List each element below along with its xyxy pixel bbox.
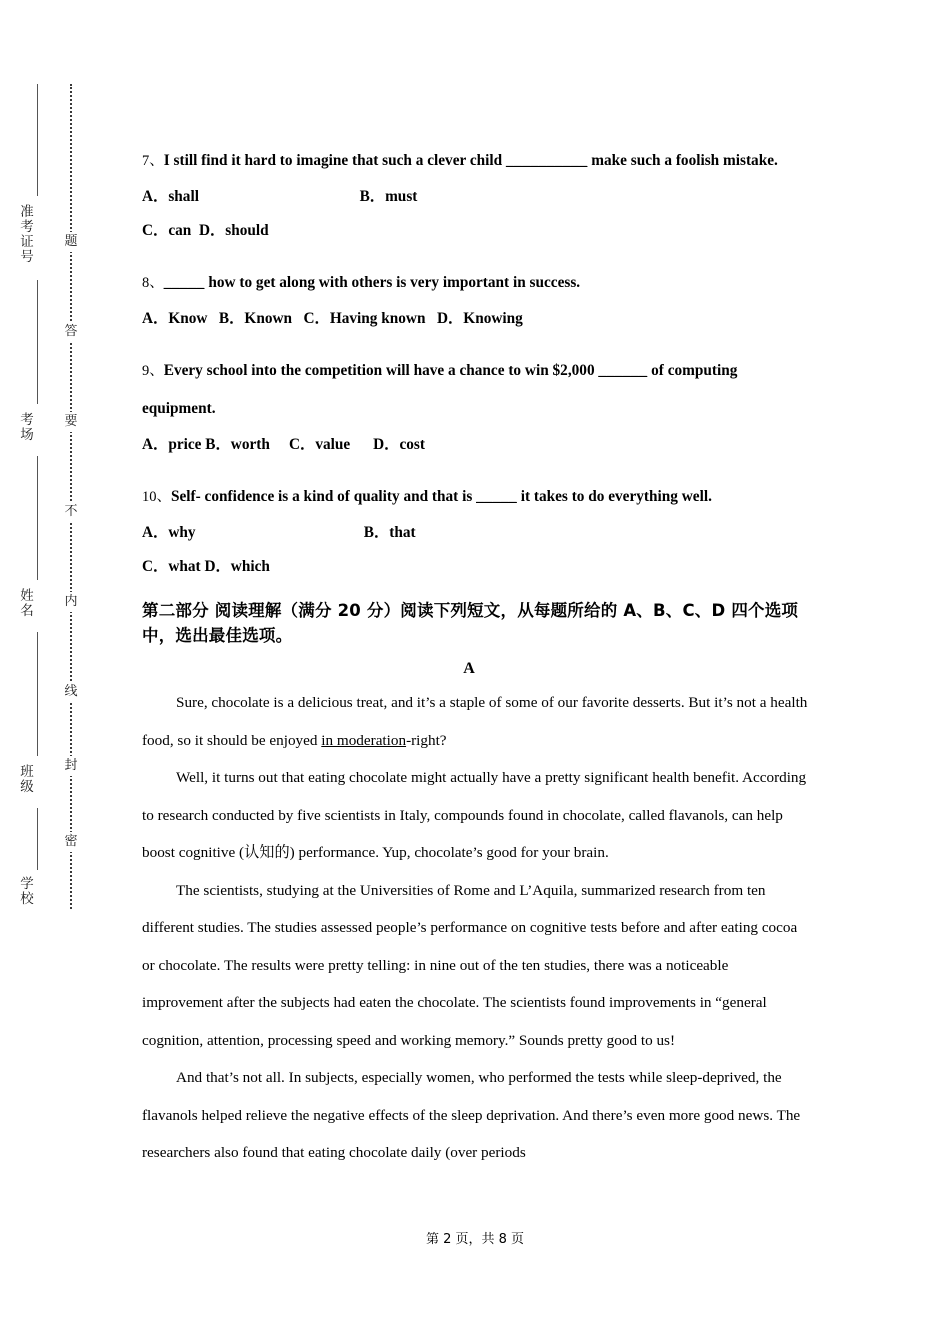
seal-rule bbox=[37, 632, 38, 756]
seal-char-da: 答 bbox=[61, 322, 81, 342]
question-7-text-before: I still find it hard to imagine that such a clever child bbox=[163, 152, 506, 169]
question-7-text-after: make such a foolish mistake. bbox=[587, 152, 778, 169]
seal-char-ti: 题 bbox=[61, 232, 81, 252]
seal-rule bbox=[37, 808, 38, 870]
passage-title: A bbox=[463, 660, 475, 677]
question-8-text-after: how to get along with others is very important in success. bbox=[204, 274, 581, 291]
top-spacer bbox=[142, 0, 810, 142]
seal-outer-column bbox=[14, 84, 58, 909]
question-7-options-row2[interactable]: C．can D．should bbox=[142, 222, 269, 239]
question-7-options-row1[interactable]: A．shall B．must bbox=[142, 188, 418, 205]
seal-inner-column bbox=[58, 84, 84, 909]
section-heading-part-two: 第二部分 阅读理解（满分 20 分）阅读下列短文，从每题所给的 A、B、C、D 四个选项中，选出最佳选项。 bbox=[142, 601, 799, 645]
passage-paragraph-1 bbox=[142, 684, 810, 759]
seal-char-mi: 密 bbox=[61, 832, 81, 852]
passage-p1-part-a: Sure, chocolate is a delicious treat, and it’s a staple of some of our favorite desserts. But it’s not a health food, so it should be enjoyed bbox=[142, 694, 808, 749]
question-10-options-row2[interactable]: C．what D．which bbox=[142, 558, 270, 575]
question-8-number: 8、 bbox=[142, 275, 164, 291]
question-10 bbox=[142, 478, 810, 584]
question-10-text-after: it takes to do everything well. bbox=[516, 488, 712, 505]
spacer bbox=[142, 248, 810, 264]
question-10-text-before: Self- confidence is a kind of quality and that is bbox=[171, 488, 477, 505]
seal-dotted-line bbox=[70, 84, 72, 909]
seal-char-nei: 内 bbox=[61, 592, 81, 612]
seal-char-yao: 要 bbox=[61, 412, 81, 432]
spacer bbox=[142, 462, 810, 478]
passage-p1-part-b: -right? bbox=[406, 731, 447, 749]
passage-paragraph-4: And that’s not all. In subjects, especially women, who performed the tests while sleep-deprived, the flavanols helped relieve the negative effects of the sleep deprivation. And there’s even more good news. The researchers also found that eating chocolate daily (over periods bbox=[142, 1069, 801, 1161]
seal-label-name: 姓名 bbox=[17, 588, 33, 618]
seal-char-bu: 不 bbox=[61, 502, 81, 522]
seal-rule bbox=[37, 280, 38, 404]
seal-char-xian: 线 bbox=[61, 682, 81, 702]
passage-p1-underlined-phrase: in moderation bbox=[321, 731, 407, 749]
seal-label-exam-number: 准考证号 bbox=[17, 204, 33, 264]
question-9-text-before: Every school into the competition will have a chance to win $2,000 bbox=[163, 362, 599, 379]
spacer bbox=[142, 336, 810, 352]
question-8-stem bbox=[142, 264, 810, 302]
exam-content bbox=[142, 0, 810, 1172]
seal-margin bbox=[0, 0, 130, 1344]
seal-label-school: 学校 bbox=[17, 876, 33, 906]
page-footer bbox=[0, 1228, 950, 1247]
question-9-text-after: of computing equipment. bbox=[142, 362, 738, 417]
question-9-options-row1[interactable]: A．price B．worth C．value D．cost bbox=[142, 436, 425, 453]
seal-char-feng: 封 bbox=[61, 756, 81, 776]
question-7-number: 7、 bbox=[142, 153, 164, 169]
question-10-number: 10、 bbox=[142, 489, 171, 505]
question-9-blank: ______ bbox=[598, 362, 648, 379]
question-8-options-row1[interactable]: A．Know B．Known C．Having known D．Knowing bbox=[142, 310, 523, 327]
question-10-blank: _____ bbox=[476, 488, 517, 505]
question-8-blank: _____ bbox=[163, 274, 205, 291]
passage-paragraph-3: The scientists, studying at the Universities of Rome and L’Aquila, summarized research from ten different studies. The studies assessed people’s performance on cognitive tests before and after eating cocoa or chocolate. The results were pretty telling: in nine out of the ten studies, there was a noticeable improvement after the subjects had eaten the chocolate. The scientists found improvements in “general cognition, attention, processing speed and working memory.” Sounds pretty good to us! bbox=[142, 881, 798, 1049]
question-8 bbox=[142, 264, 810, 336]
question-10-stem bbox=[142, 478, 810, 516]
page-number-text: 第 2 页，共 8 页 bbox=[425, 1232, 525, 1247]
seal-rule bbox=[37, 84, 38, 196]
question-9-number: 9、 bbox=[142, 363, 164, 379]
seal-label-class: 班级 bbox=[17, 764, 33, 794]
seal-label-exam-room: 考场 bbox=[17, 412, 33, 442]
question-7-stem bbox=[142, 142, 810, 180]
question-9 bbox=[142, 352, 810, 462]
question-9-stem bbox=[142, 352, 810, 428]
seal-rule bbox=[37, 456, 38, 580]
question-10-options-row1[interactable]: A．why B．that bbox=[142, 524, 416, 541]
question-7 bbox=[142, 142, 810, 248]
passage-paragraph-2: Well, it turns out that eating chocolate might actually have a pretty significant health benefit. According to research conducted by five scientists in Italy, compounds found in chocolate, called flavanols, can help boost cognitive (认知的) performance. Yup, chocolate’s good for your brain. bbox=[142, 769, 807, 861]
question-7-blank: __________ bbox=[505, 152, 588, 169]
